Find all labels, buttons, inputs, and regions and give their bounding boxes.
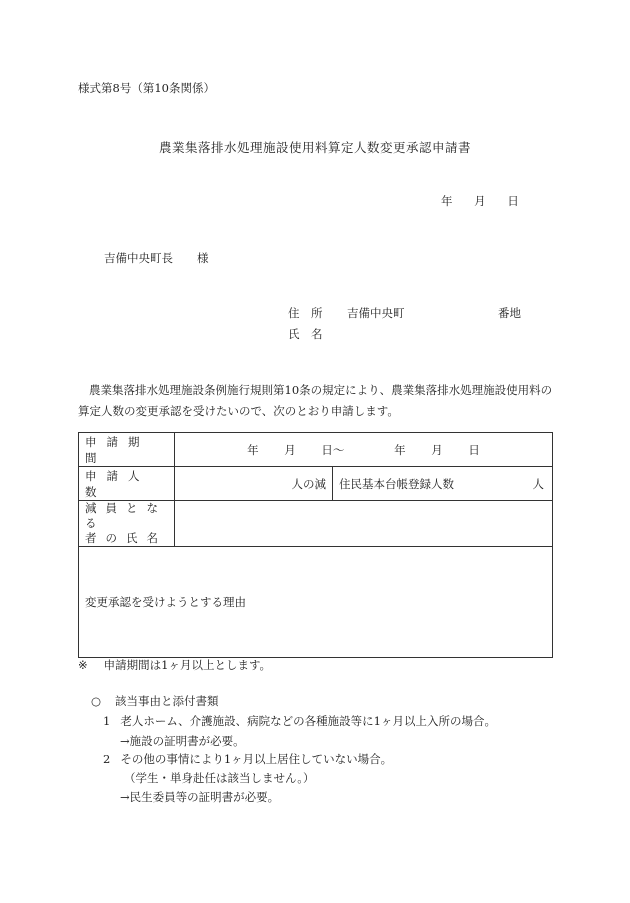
period-row: [79, 433, 553, 467]
count-field[interactable]: 人の減: [175, 467, 333, 501]
address-label: 住 所: [288, 306, 323, 320]
names-label: 減員となる 者の氏名: [79, 501, 175, 547]
attachments-heading: ○ 該当事由と添付書類: [91, 694, 219, 708]
date-line: [441, 193, 519, 209]
names-row: [79, 501, 553, 547]
address-value: 吉備中央町: [347, 306, 405, 320]
attachment-item-1-doc: →施設の証明書が必要。: [120, 734, 245, 748]
attachment-item-1: 1 老人ホーム、介護施設、病院などの各種施設等に1ヶ月以上入所の場合。: [103, 714, 496, 728]
form-number: 様式第8号（第10条関係）: [78, 81, 215, 95]
document-title: 農業集落排水処理施設使用料算定人数変更承認申請書: [158, 140, 471, 155]
attachment-item-2-note: （学生・単身赴任は該当しません。）: [124, 771, 315, 785]
note: ※ 申請期間は1ヶ月以上とします。: [78, 658, 272, 672]
addressee: [104, 250, 209, 266]
reason-field[interactable]: [79, 547, 553, 658]
addressee-honorific: 様: [197, 251, 209, 265]
count-row: [79, 467, 553, 501]
names-field[interactable]: [175, 501, 553, 547]
name-label: 氏 名: [288, 327, 323, 341]
date-day: 日: [507, 194, 519, 208]
application-table: [78, 432, 553, 658]
period-field[interactable]: 年 月 日～ 年 月 日: [175, 433, 553, 467]
addressee-name: 吉備中央町長: [104, 251, 173, 265]
date-year: 年: [441, 194, 453, 208]
count-label: 申請人数: [79, 467, 175, 501]
body-text: 農業集落排水処理施設条例施行規則第10条の規定により、農業集落排水処理施設使用料の算定人数の変更承認を受けたいので、次のとおり申請します。: [78, 383, 553, 418]
date-month: 月: [474, 194, 486, 208]
registered-count-field[interactable]: [333, 467, 553, 501]
address-banchi: 番地: [498, 306, 521, 320]
reason-label: 変更承認を受けようとする理由: [85, 595, 246, 609]
period-label: 申請期間: [79, 433, 175, 467]
registered-label: 住民基本台帳登録人数: [339, 476, 454, 491]
attachment-item-2: 2 その他の事情により1ヶ月以上居住していない場合。: [103, 752, 393, 766]
registered-unit: 人: [532, 476, 544, 491]
reason-row: [79, 547, 553, 658]
attachment-item-2-doc: →民生委員等の証明書が必要。: [120, 790, 280, 804]
